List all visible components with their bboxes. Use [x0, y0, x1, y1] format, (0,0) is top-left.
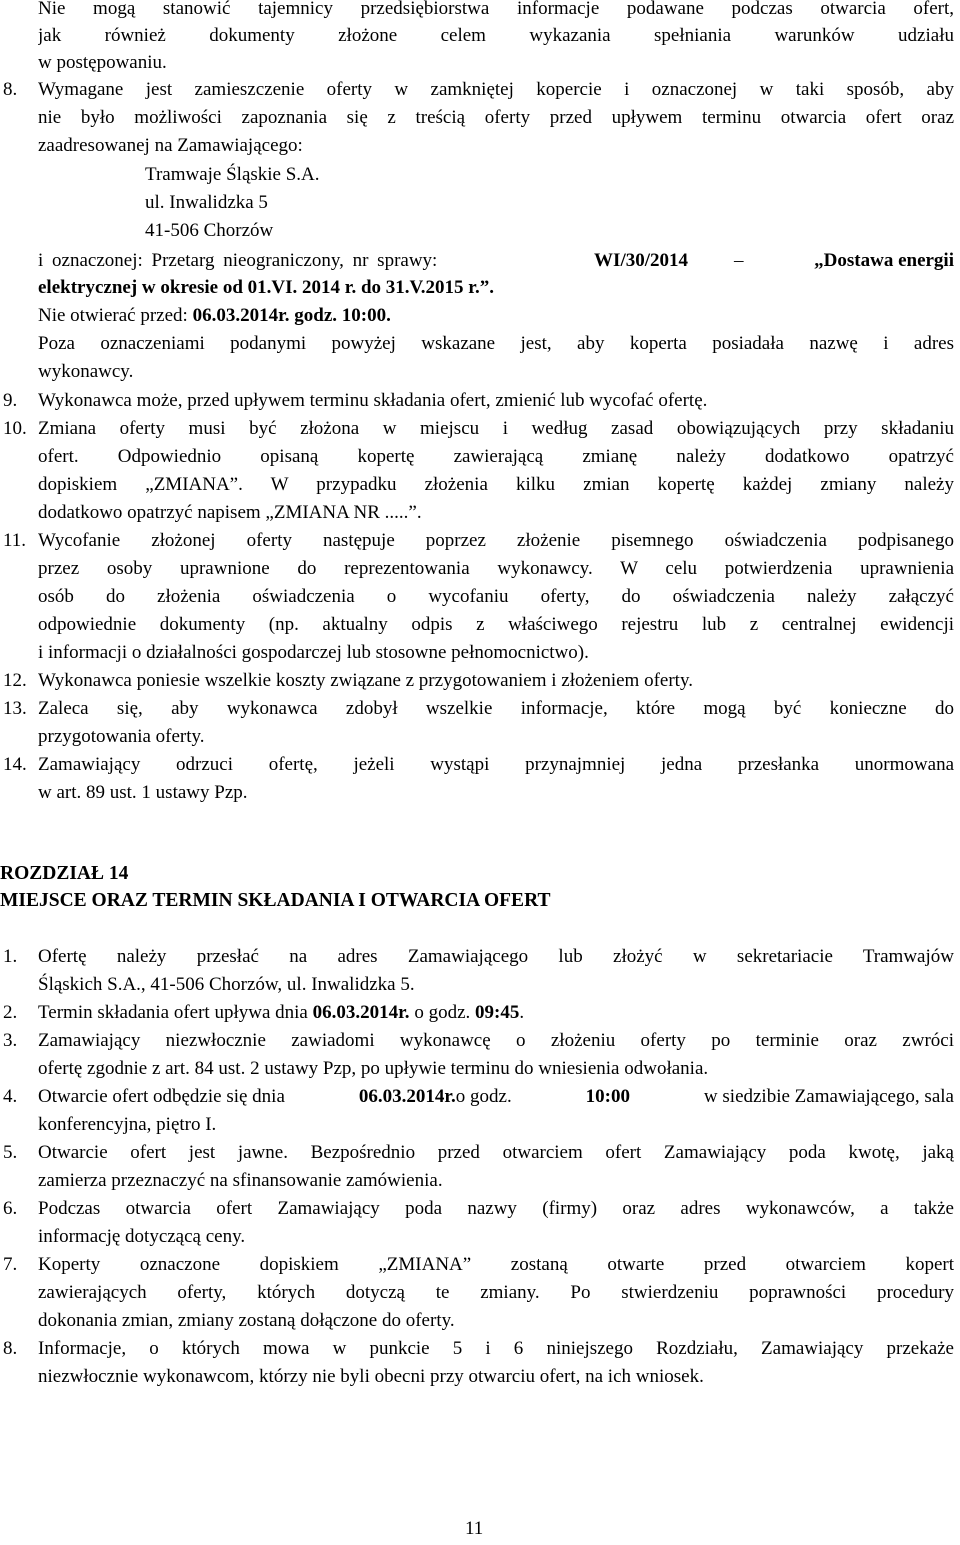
item11-line-5: i informacji o działalności gospodarczej lub stosowne pełnomocnictwo). — [38, 642, 589, 663]
s2-line-1 — [38, 999, 524, 1026]
item-number: 4. — [3, 1086, 18, 1107]
s4-date-group — [359, 1083, 512, 1110]
item11-line-1: Wycofanie złożonej oferty następuje poprzez złożenie pisemnego oświadczenia podpisanego — [38, 530, 954, 551]
do-not-open-label: Nie otwierać przed: — [38, 305, 188, 326]
item-number: 8. — [3, 79, 18, 100]
justified-text: Nie mogą stanowić tajemnicy przedsiębiorstwa informacje podawane podczas otwarcia ofert, — [38, 0, 954, 19]
page-number: 11 — [465, 1518, 484, 1539]
s4-time: 10:00 — [585, 1086, 630, 1107]
order-title-end: elektrycznej w okresie od 01.VI. 2014 r. do 31.V.2015 r.”. — [38, 277, 494, 298]
item-number: 10. — [3, 418, 27, 439]
item13-line-2: przygotowania oferty. — [38, 726, 205, 747]
item-number: 13. — [3, 698, 27, 719]
s4-date: 06.03.2014r. — [358, 1086, 456, 1107]
item9-line-1: Wykonawca może, przed upływem terminu składania ofert, zmienić lub wycofać ofertę. — [38, 390, 708, 411]
item-number: 14. — [3, 754, 27, 775]
s2-end: . — [519, 1002, 525, 1023]
item11-line-3: osób do złożenia oświadczenia o wycofaniu oferty, do oświadczenia należy załączyć — [38, 586, 954, 607]
item10-line-2: ofert. Odpowiednio opisaną kopertę zawierającą zmianę należy dodatkowo opatrzyć — [38, 446, 954, 467]
item-number: 1. — [3, 946, 18, 967]
s8-line-2: niezwłocznie wykonawcom, którzy nie byli obecni przy otwarciu ofert, na ich wniosek. — [38, 1366, 704, 1387]
s4-prefix: Otwarcie ofert odbędzie się dnia — [38, 1086, 285, 1107]
address-line-1: Tramwaje Śląskie S.A. — [145, 164, 320, 185]
item10-line-4: dodatkowo opatrzyć napisem „ZMIANA NR .....”. — [38, 502, 422, 523]
mark-prefix: i oznaczonej: Przetarg nieograniczony, nr sprawy: — [38, 250, 438, 271]
item11-line-4: odpowiednie dokumenty (np. aktualny odpis z właściwego rejestru lub z centralnej ewidencji — [38, 614, 954, 635]
s3-line-2: ofertę zgodnie z art. 84 ust. 2 ustawy Pzp, po upływie terminu do wniesienia odwołania. — [38, 1058, 709, 1079]
item-number: 7. — [3, 1254, 18, 1275]
s6-line-1: Podczas otwarcia ofert Zamawiający poda nazwy (firmy) oraz adres wykonawców, a także — [38, 1198, 954, 1219]
s4-line-2: konferencyjna, piętro I. — [38, 1114, 217, 1135]
item-number: 3. — [3, 1030, 18, 1051]
item-number: 8. — [3, 1338, 18, 1359]
item-number: 5. — [3, 1142, 18, 1163]
item8-line-2: nie było możliwości zapoznania się z treścią oferty przed upływem terminu otwarcia ofert oraz — [38, 107, 954, 128]
order-title-start: „Dostawa energii — [814, 250, 954, 271]
do-not-open-line — [38, 302, 391, 329]
address-line-2: ul. Inwalidzka 5 — [145, 192, 268, 213]
item-number: 9. — [3, 390, 18, 411]
s2-mid: o godz. — [414, 1002, 471, 1023]
s2-date: 06.03.2014r. — [312, 1002, 410, 1023]
case-number: WI/30/2014 — [594, 250, 688, 271]
item8-line-3: zaadresowanej na Zamawiającego: — [38, 135, 303, 156]
s4-line-1 — [38, 1083, 954, 1110]
s8-line-1: Informacje, o których mowa w punkcie 5 i 6 niniejszego Rozdziału, Zamawiający przekaże — [38, 1338, 954, 1359]
justified-text: jak również dokumenty złożone celem wykazania spełniania warunków udziału — [38, 25, 954, 46]
s4-rest: w siedzibie Zamawiającego, sala — [703, 1086, 954, 1107]
s2-prefix: Termin składania ofert upływa dnia — [38, 1002, 308, 1023]
s7-line-3: dokonania zmian, zmiany zostaną dołączone do oferty. — [38, 1310, 455, 1331]
item12-line-1: Wykonawca poniesie wszelkie koszty związane z przygotowaniem i złożeniem oferty. — [38, 670, 693, 691]
item-number: 11. — [3, 530, 27, 551]
s1-line-2: Śląskich S.A., 41-506 Chorzów, ul. Inwalidzka 5. — [38, 974, 415, 995]
s5-line-2: zamierza przeznaczyć na sfinansowanie zamówienia. — [38, 1170, 443, 1191]
s7-line-2: zawierających oferty, których dotyczą te zmiany. Po stwierdzeniu poprawności procedury — [38, 1282, 954, 1303]
poza-line-2: wykonawcy. — [38, 361, 134, 382]
section-title-heading: MIEJSCE ORAZ TERMIN SKŁADANIA I OTWARCIA OFERT — [0, 890, 551, 911]
address-line-3: 41-506 Chorzów — [145, 220, 274, 241]
top-line-1 — [38, 0, 954, 22]
dash: – — [734, 250, 744, 271]
top-line-2 — [38, 22, 954, 49]
poza-line-1: Poza oznaczeniami podanymi powyżej wskazane jest, aby koperta posiadała nazwę i adres — [38, 333, 954, 354]
section-number-heading: ROZDZIAŁ 14 — [0, 863, 129, 884]
s3-line-1: Zamawiający niezwłocznie zawiadomi wykonawcę o złożeniu oferty po terminie oraz zwróci — [38, 1030, 954, 1051]
top-line-3: w postępowaniu. — [38, 52, 167, 73]
item14-line-2: w art. 89 ust. 1 ustawy Pzp. — [38, 782, 248, 803]
item13-line-1: Zaleca się, aby wykonawca zdobył wszelkie informacje, które mogą być konieczne do — [38, 698, 954, 719]
item-number: 6. — [3, 1198, 18, 1219]
s6-line-2: informację dotyczącą ceny. — [38, 1226, 246, 1247]
item14-line-1: Zamawiający odrzuci ofertę, jeżeli wystąpi przynajmniej jedna przesłanka unormowana — [38, 754, 954, 775]
item11-line-2: przez osoby uprawnione do reprezentowania wykonawcy. W celu potwierdzenia uprawnienia — [38, 558, 954, 579]
item10-line-3: dopiskiem „ZMIANA”. W przypadku złożenia kilku zmian kopertę każdej zmiany należy — [38, 474, 954, 495]
s5-line-1: Otwarcie ofert jest jawne. Bezpośrednio przed otwarciem ofert Zamawiający poda kwotę, jaką — [38, 1142, 954, 1163]
item8-line-1: Wymagane jest zamieszczenie oferty w zamkniętej kopercie i oznaczonej w taki sposób, aby — [38, 79, 954, 100]
s7-line-1: Koperty oznaczone dopiskiem „ZMIANA” zostaną otwarte przed otwarciem kopert — [38, 1254, 954, 1275]
item10-line-1: Zmiana oferty musi być złożona w miejscu i według zasad obowiązujących przy składaniu — [38, 418, 954, 439]
s4-mid: o godz. — [455, 1086, 512, 1107]
item-number: 2. — [3, 1002, 18, 1023]
mark-prefix-wrap — [38, 247, 688, 274]
do-not-open-date: 06.03.2014r. godz. 10:00. — [192, 305, 391, 326]
item-number: 12. — [3, 670, 27, 691]
s2-time: 09:45 — [475, 1002, 520, 1023]
s1-line-1: Ofertę należy przesłać na adres Zamawiającego lub złożyć w sekretariacie Tramwajów — [38, 946, 954, 967]
